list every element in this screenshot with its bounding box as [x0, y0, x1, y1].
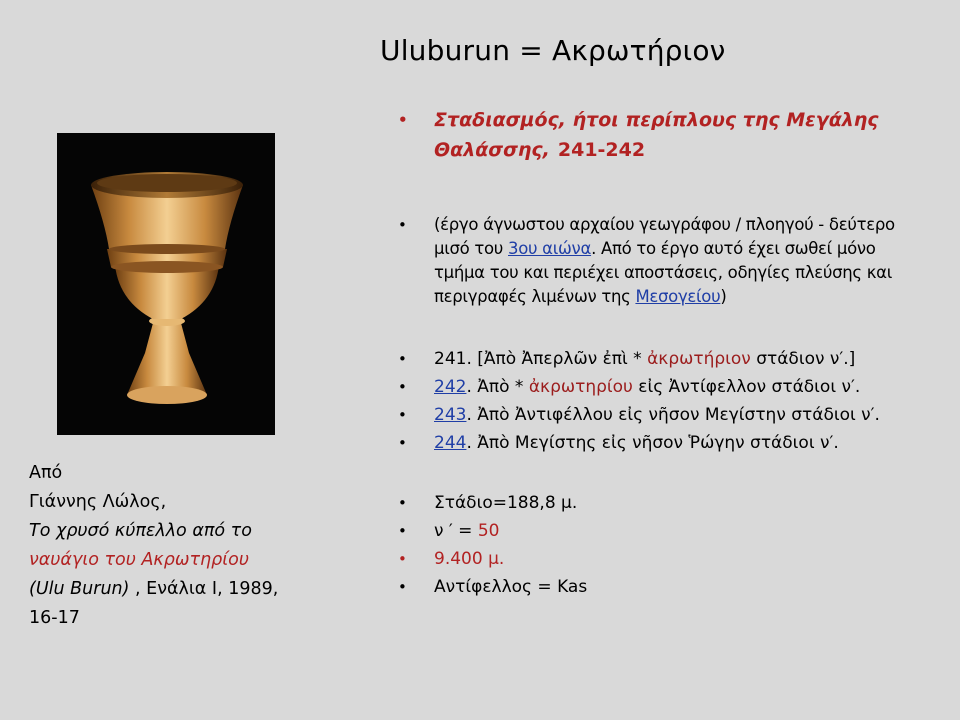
description-text-1: (έργο άγνωστου αρχαίου γεωγράφου / πλοηγού - δεύτερο μισό του	[434, 215, 895, 258]
line-241-text-2: στάδιον ν′.]	[750, 349, 856, 369]
caption-article-title: Το χρυσό κύπελλο από το	[29, 521, 252, 541]
golden-cup-icon	[57, 133, 275, 435]
caption-author: Γιάννης Λώλος,	[29, 492, 167, 512]
bullet-icon: •	[398, 350, 407, 368]
golden-cup-photo	[57, 133, 275, 435]
line-242-akroteriou: ἀκρωτηρίου	[528, 377, 633, 397]
bullet-icon: •	[398, 378, 407, 396]
link-244[interactable]: 244	[434, 433, 467, 453]
bullet-icon: •	[398, 111, 408, 129]
bullet-total	[392, 547, 922, 571]
stadio-value: Στάδιο=188,8 μ.	[434, 493, 578, 513]
bullet-icon: •	[398, 494, 407, 512]
image-caption	[29, 459, 329, 633]
nu-value: 50	[477, 521, 500, 541]
link-242[interactable]: 242	[434, 377, 467, 397]
nu-label: ν ′ =	[434, 521, 478, 541]
line-242-text-1: . Ἀπὸ *	[466, 377, 529, 397]
line-244-text: . Ἀπὸ Μεγίστης εἰς νῆσον Ῥώγην στάδιοι ν′.	[466, 433, 839, 453]
bullet-antifellos	[392, 575, 922, 599]
line-242-text-2: εἰς Ἀντίφελλον στάδιοι ν′.	[632, 377, 861, 397]
link-mediterranean[interactable]: Μεσογείου	[635, 287, 721, 306]
slide-title: Uluburun = Ακρωτήριον	[380, 34, 726, 67]
antifellos-kas: Αντίφελλος = Kas	[434, 577, 588, 597]
heading-number: 241-242	[557, 139, 646, 161]
caption-source: , Ενάλια Ι, 1989,	[129, 579, 279, 599]
caption-from: Από	[29, 463, 63, 483]
link-3rd-century[interactable]: 3ου αιώνα	[508, 239, 592, 258]
line-241-text-1: 241. [Ἀπὸ Ἀπερλῶν ἐπὶ *	[434, 349, 648, 369]
bullet-icon: •	[398, 216, 407, 234]
bullet-241	[392, 347, 922, 371]
bullet-icon: •	[398, 434, 407, 452]
bullet-stadio	[392, 491, 922, 515]
caption-article-title-red: ναυάγιο του Ακρωτηρίου	[29, 550, 249, 570]
bullet-nu	[392, 519, 922, 543]
bullet-242	[392, 375, 922, 399]
bullet-list	[392, 105, 922, 599]
description-text-3: )	[720, 287, 727, 306]
link-243[interactable]: 243	[434, 405, 467, 425]
bullet-description	[392, 213, 922, 309]
total-distance: 9.400 μ.	[434, 549, 505, 569]
bullet-243	[392, 403, 922, 427]
bullet-244	[392, 431, 922, 455]
bullet-icon: •	[398, 406, 407, 424]
line-243-text: . Ἀπὸ Ἀντιφέλλου εἰς νῆσον Μεγίστην στάδιοι ν′.	[466, 405, 880, 425]
bullet-icon: •	[398, 522, 407, 540]
heading-text: Σταδιασμός, ήτοι περίπλους της Μεγάλης Θαλάσσης,	[434, 109, 879, 161]
caption-pages: 16-17	[29, 608, 80, 628]
line-241-akroterion: ἀκρωτήριον	[647, 349, 751, 369]
bullet-icon: •	[398, 550, 407, 568]
bullet-heading	[392, 105, 922, 165]
caption-ulu-burun: (Ulu Burun)	[29, 579, 130, 599]
bullet-icon: •	[398, 578, 407, 596]
description-text-2: . Από το έργο αυτό έχει σωθεί μόνο τμήμα του και περιέχει αποστάσεις, οδηγίες πλεύσης και περιγραφές λιμένων της	[434, 239, 893, 306]
